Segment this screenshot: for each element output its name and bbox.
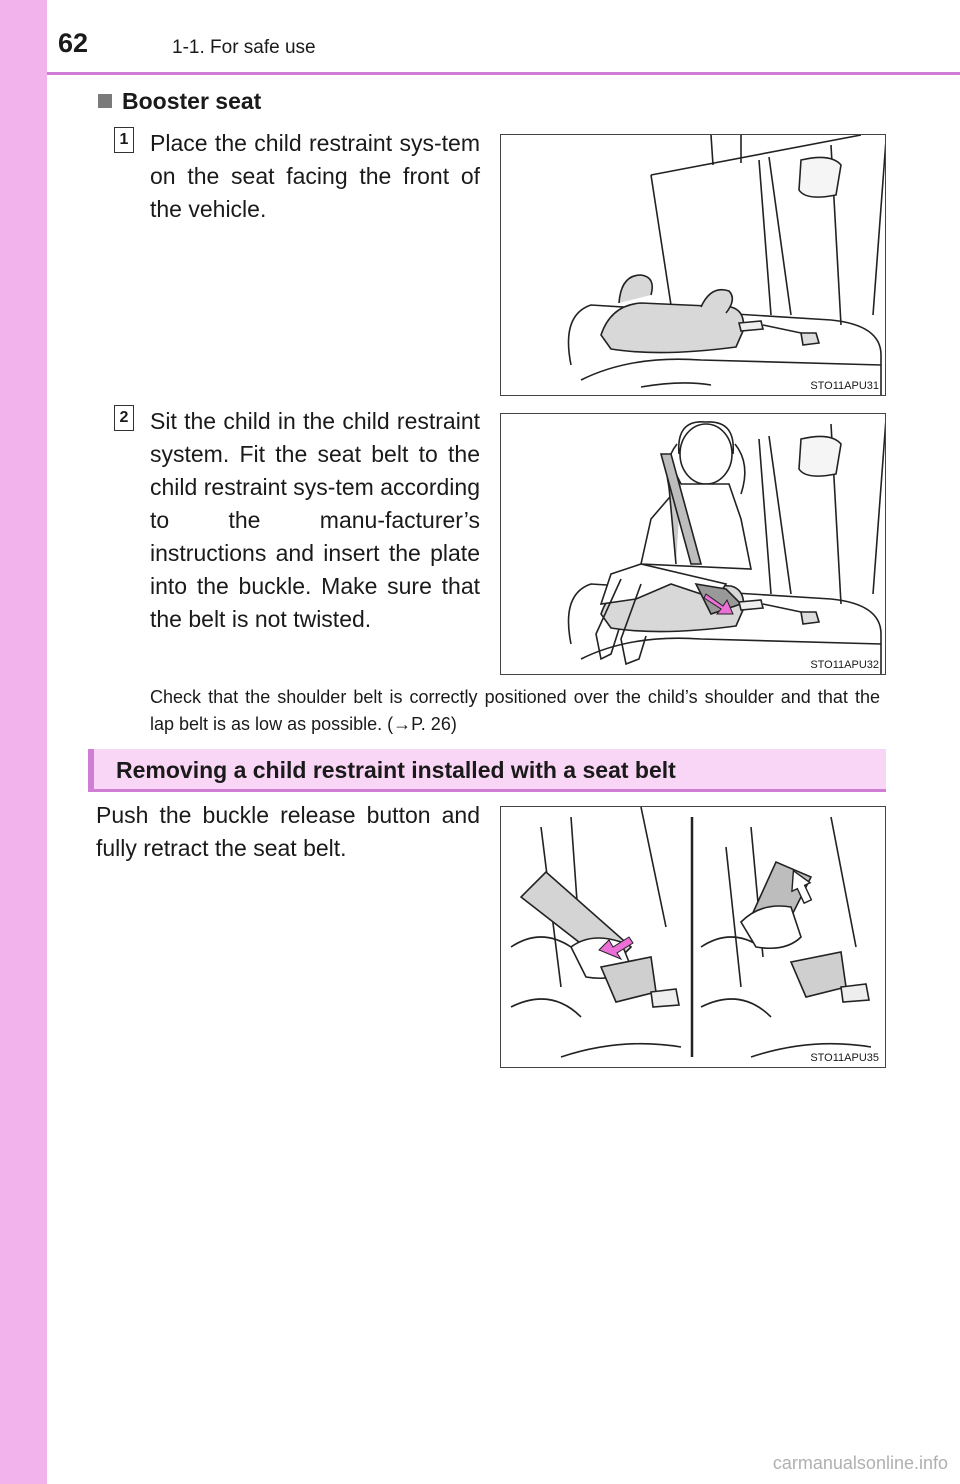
removing-section-heading-bar	[88, 749, 886, 792]
booster-seat-heading	[98, 88, 261, 115]
header-rule	[47, 72, 960, 75]
child-seated-illustration	[501, 414, 886, 675]
removing-section-title: Removing a child restraint installed with a seat belt	[116, 757, 676, 783]
figure-code: STO11APU35	[810, 1052, 879, 1064]
buckle-release-illustration	[501, 807, 886, 1068]
square-bullet-icon	[98, 94, 112, 108]
step-1-badge: 1	[114, 127, 134, 153]
watermark: carmanualsonline.info	[772, 1453, 948, 1473]
shoulder-belt-note: Check that the shoulder belt is correctly positioned over the child’s shoulder and that the lap belt is as low as possible. (→P. 26)	[150, 687, 880, 734]
step-2-text: Sit the child in the child restraint system. Fit the seat belt to the child restraint sys-tem according to the manu-facturer’s instructions and insert the plate into the buckle. Make sure that the belt is not twisted.	[150, 408, 480, 632]
step-2-badge: 2	[114, 405, 134, 431]
removing-instructions-text: Push the buckle release button and fully retract the seat belt.	[96, 802, 480, 861]
figure-buckle-release	[500, 806, 886, 1068]
step-1-text: Place the child restraint sys-tem on the seat facing the front of the vehicle.	[150, 130, 480, 222]
page-sidebar-tab	[0, 0, 47, 1484]
figure-booster-seat-placed	[500, 134, 886, 396]
figure-code: STO11APU31	[810, 380, 879, 392]
booster-seat-illustration	[501, 135, 886, 396]
section-title: 1-1. For safe use	[172, 37, 316, 58]
booster-seat-heading-text: Booster seat	[122, 88, 262, 114]
page-number: 62	[58, 28, 89, 58]
figure-child-in-booster	[500, 413, 886, 675]
figure-code: STO11APU32	[810, 659, 879, 671]
